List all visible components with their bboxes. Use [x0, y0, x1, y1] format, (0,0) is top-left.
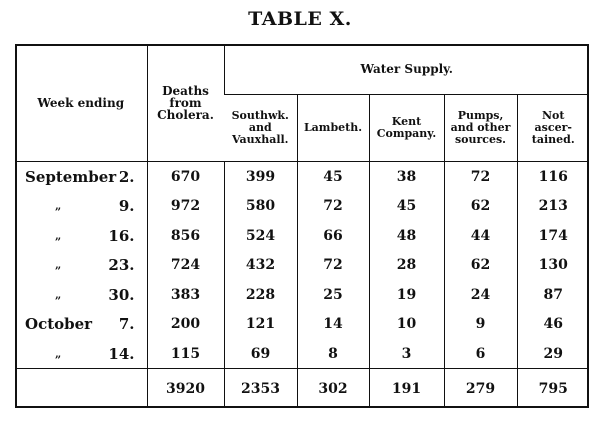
lambeth-cell: 66: [297, 221, 369, 250]
deaths-cell: 115: [147, 339, 224, 369]
total-kent: 191: [369, 369, 444, 408]
header-week-ending: Week ending: [15, 44, 147, 162]
pumps-cell: 62: [444, 251, 517, 280]
lambeth-cell: 8: [297, 339, 369, 369]
kent-cell: 10: [369, 309, 444, 338]
totals-label-cell: [15, 369, 147, 408]
deaths-cell: 972: [147, 192, 224, 221]
kent-cell: 19: [369, 280, 444, 309]
week-cell: „ 16.: [55, 226, 135, 245]
week-cell: „ 14.: [55, 344, 135, 363]
table-title: TABLE X.: [248, 8, 352, 30]
week-cell: October 7.: [25, 315, 135, 334]
not-ascertained-cell: 87: [517, 280, 589, 309]
lambeth-cell: 72: [297, 192, 369, 221]
cholera-water-supply-table: [15, 44, 589, 408]
lambeth-cell: 14: [297, 309, 369, 338]
table-row: [15, 192, 589, 221]
header-southwark: Southwk. and Vauxhall.: [224, 94, 297, 162]
pumps-cell: 9: [444, 309, 517, 338]
lambeth-cell: 45: [297, 162, 369, 192]
header-water-supply: Water Supply.: [224, 44, 589, 94]
table-row: [15, 280, 589, 309]
pumps-cell: 62: [444, 192, 517, 221]
southwark-cell: 399: [224, 162, 297, 192]
southwark-cell: 69: [224, 339, 297, 369]
southwark-cell: 524: [224, 221, 297, 250]
deaths-cell: 856: [147, 221, 224, 250]
deaths-cell: 200: [147, 309, 224, 338]
lambeth-cell: 72: [297, 251, 369, 280]
total-deaths: 3920: [147, 369, 224, 408]
southwark-cell: 121: [224, 309, 297, 338]
southwark-cell: 432: [224, 251, 297, 280]
week-cell: September 2.: [25, 167, 135, 186]
not-ascertained-cell: 29: [517, 339, 589, 369]
table-row: [15, 309, 589, 338]
table-row: [15, 251, 589, 280]
southwark-cell: 580: [224, 192, 297, 221]
kent-cell: 3: [369, 339, 444, 369]
header-deaths: Deaths from Cholera.: [147, 44, 224, 162]
pumps-cell: 24: [444, 280, 517, 309]
total-southwark: 2353: [224, 369, 297, 408]
total-lambeth: 302: [297, 369, 369, 408]
pumps-cell: 6: [444, 339, 517, 369]
deaths-cell: 724: [147, 251, 224, 280]
kent-cell: 28: [369, 251, 444, 280]
header-not-ascertained: Not ascer- tained.: [517, 94, 589, 162]
not-ascertained-cell: 174: [517, 221, 589, 250]
table-row: [15, 221, 589, 250]
table-row: [15, 162, 589, 192]
deaths-cell: 383: [147, 280, 224, 309]
week-cell: „ 23.: [55, 256, 135, 275]
southwark-cell: 228: [224, 280, 297, 309]
not-ascertained-cell: 46: [517, 309, 589, 338]
not-ascertained-cell: 130: [517, 251, 589, 280]
kent-cell: 45: [369, 192, 444, 221]
total-pumps: 279: [444, 369, 517, 408]
header-lambeth: Lambeth.: [297, 94, 369, 162]
kent-cell: 38: [369, 162, 444, 192]
not-ascertained-cell: 213: [517, 192, 589, 221]
pumps-cell: 72: [444, 162, 517, 192]
kent-cell: 48: [369, 221, 444, 250]
week-cell: „ 30.: [55, 285, 135, 304]
week-cell: „ 9.: [55, 197, 135, 216]
total-not-ascertained: 795: [517, 369, 589, 408]
header-pumps: Pumps, and other sources.: [444, 94, 517, 162]
lambeth-cell: 25: [297, 280, 369, 309]
pumps-cell: 44: [444, 221, 517, 250]
totals-row: [15, 369, 589, 408]
not-ascertained-cell: 116: [517, 162, 589, 192]
table-row: [15, 339, 589, 369]
deaths-cell: 670: [147, 162, 224, 192]
header-kent: Kent Company.: [369, 94, 444, 162]
